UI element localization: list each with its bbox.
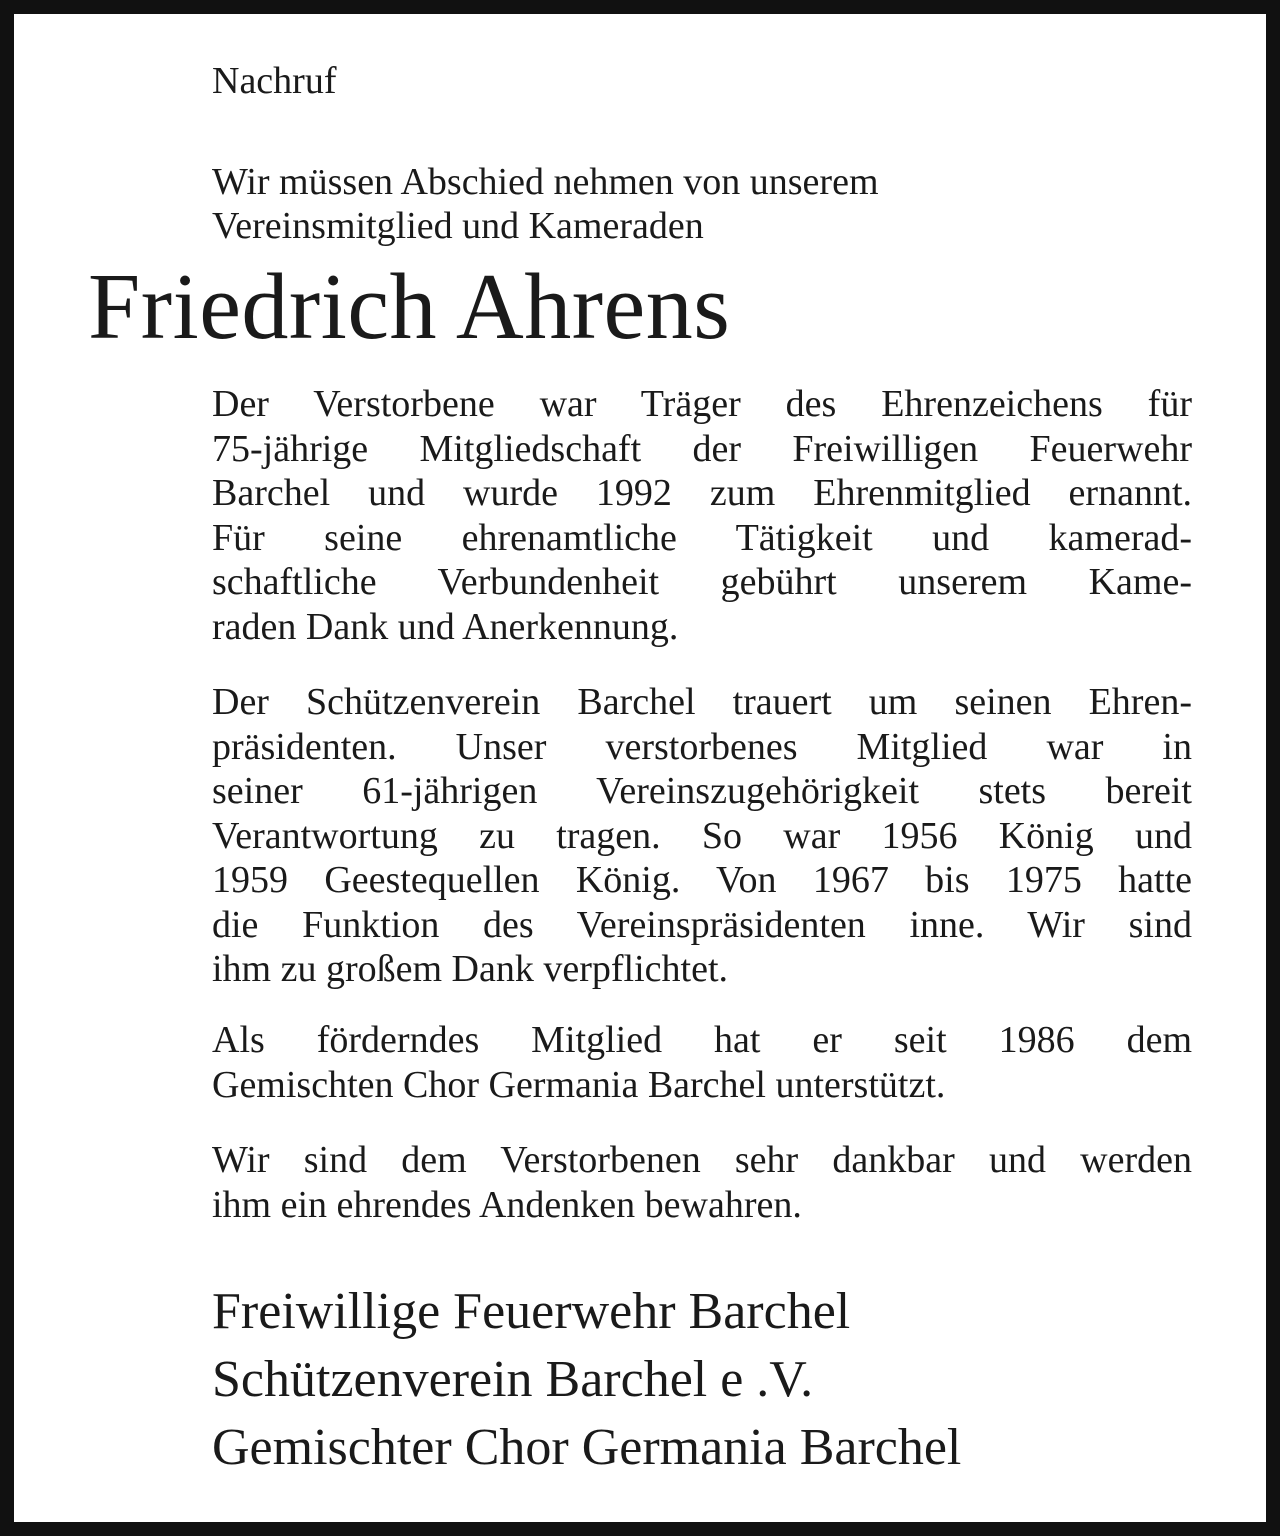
intro-text [212,160,1112,248]
signature-fire-brigade: Freiwillige Feuerwehr Barchel [212,1283,851,1340]
text-line: Barchel und wurde 1992 zum Ehrenmitglied ernannt. [212,472,1192,514]
text-line: präsidenten. Unser verstorbenes Mitglied war in [212,725,1192,768]
text-line: ihm ein ehrendes Andenken bewahren. [212,1183,802,1226]
text-line: 75-jährige Mitgliedschaft der Freiwilligen Feuerwehr [212,427,1192,470]
text-line: seiner 61-jährigen Vereinszugehörigkeit stets bereit [212,770,1192,812]
paragraph-fire-brigade [212,382,1192,649]
deceased-name: Friedrich Ahrens [88,255,731,359]
paragraph-closing [212,1138,1192,1227]
text-line: ihm zu großem Dank verpflichtet. [212,948,729,990]
text-line: 1959 Geestequellen König. Von 1967 bis 1975 hatte [212,859,1192,901]
signatures [212,1278,961,1482]
text-line: die Funktion des Vereinspräsidenten inne. Wir sind [212,903,1192,946]
signature-shooting-club: Schützenverein Barchel e .V. [212,1351,814,1408]
text-line: Verantwortung zu tragen. So war 1956 König und [212,814,1192,857]
text-line: Als förderndes Mitglied hat er seit 1986 dem [212,1019,1192,1061]
intro-line: Vereinsmitglied und Kameraden [212,205,704,247]
text-line: Gemischten Chor Germania Barchel unterstützt. [212,1063,946,1106]
paragraph-choir [212,1018,1192,1107]
text-line: Für seine ehrenamtliche Tätigkeit und kamerad- [212,516,1192,559]
signature-choir: Gemischter Chor Germania Barchel [212,1419,962,1476]
text-line: Wir sind dem Verstorbenen sehr dankbar und werden [212,1139,1192,1181]
paragraph-shooting-club [212,680,1192,992]
text-line: Der Verstorbene war Träger des Ehrenzeichens für [212,383,1192,425]
notice-heading: Nachruf [212,60,337,102]
text-line: schaftliche Verbundenheit gebührt unserem Kame- [212,561,1192,603]
text-line: raden Dank und Anerkennung. [212,605,679,648]
text-line: Der Schützenverein Barchel trauert um seinen Ehren- [212,681,1192,723]
intro-line: Wir müssen Abschied nehmen von unserem [212,161,879,203]
